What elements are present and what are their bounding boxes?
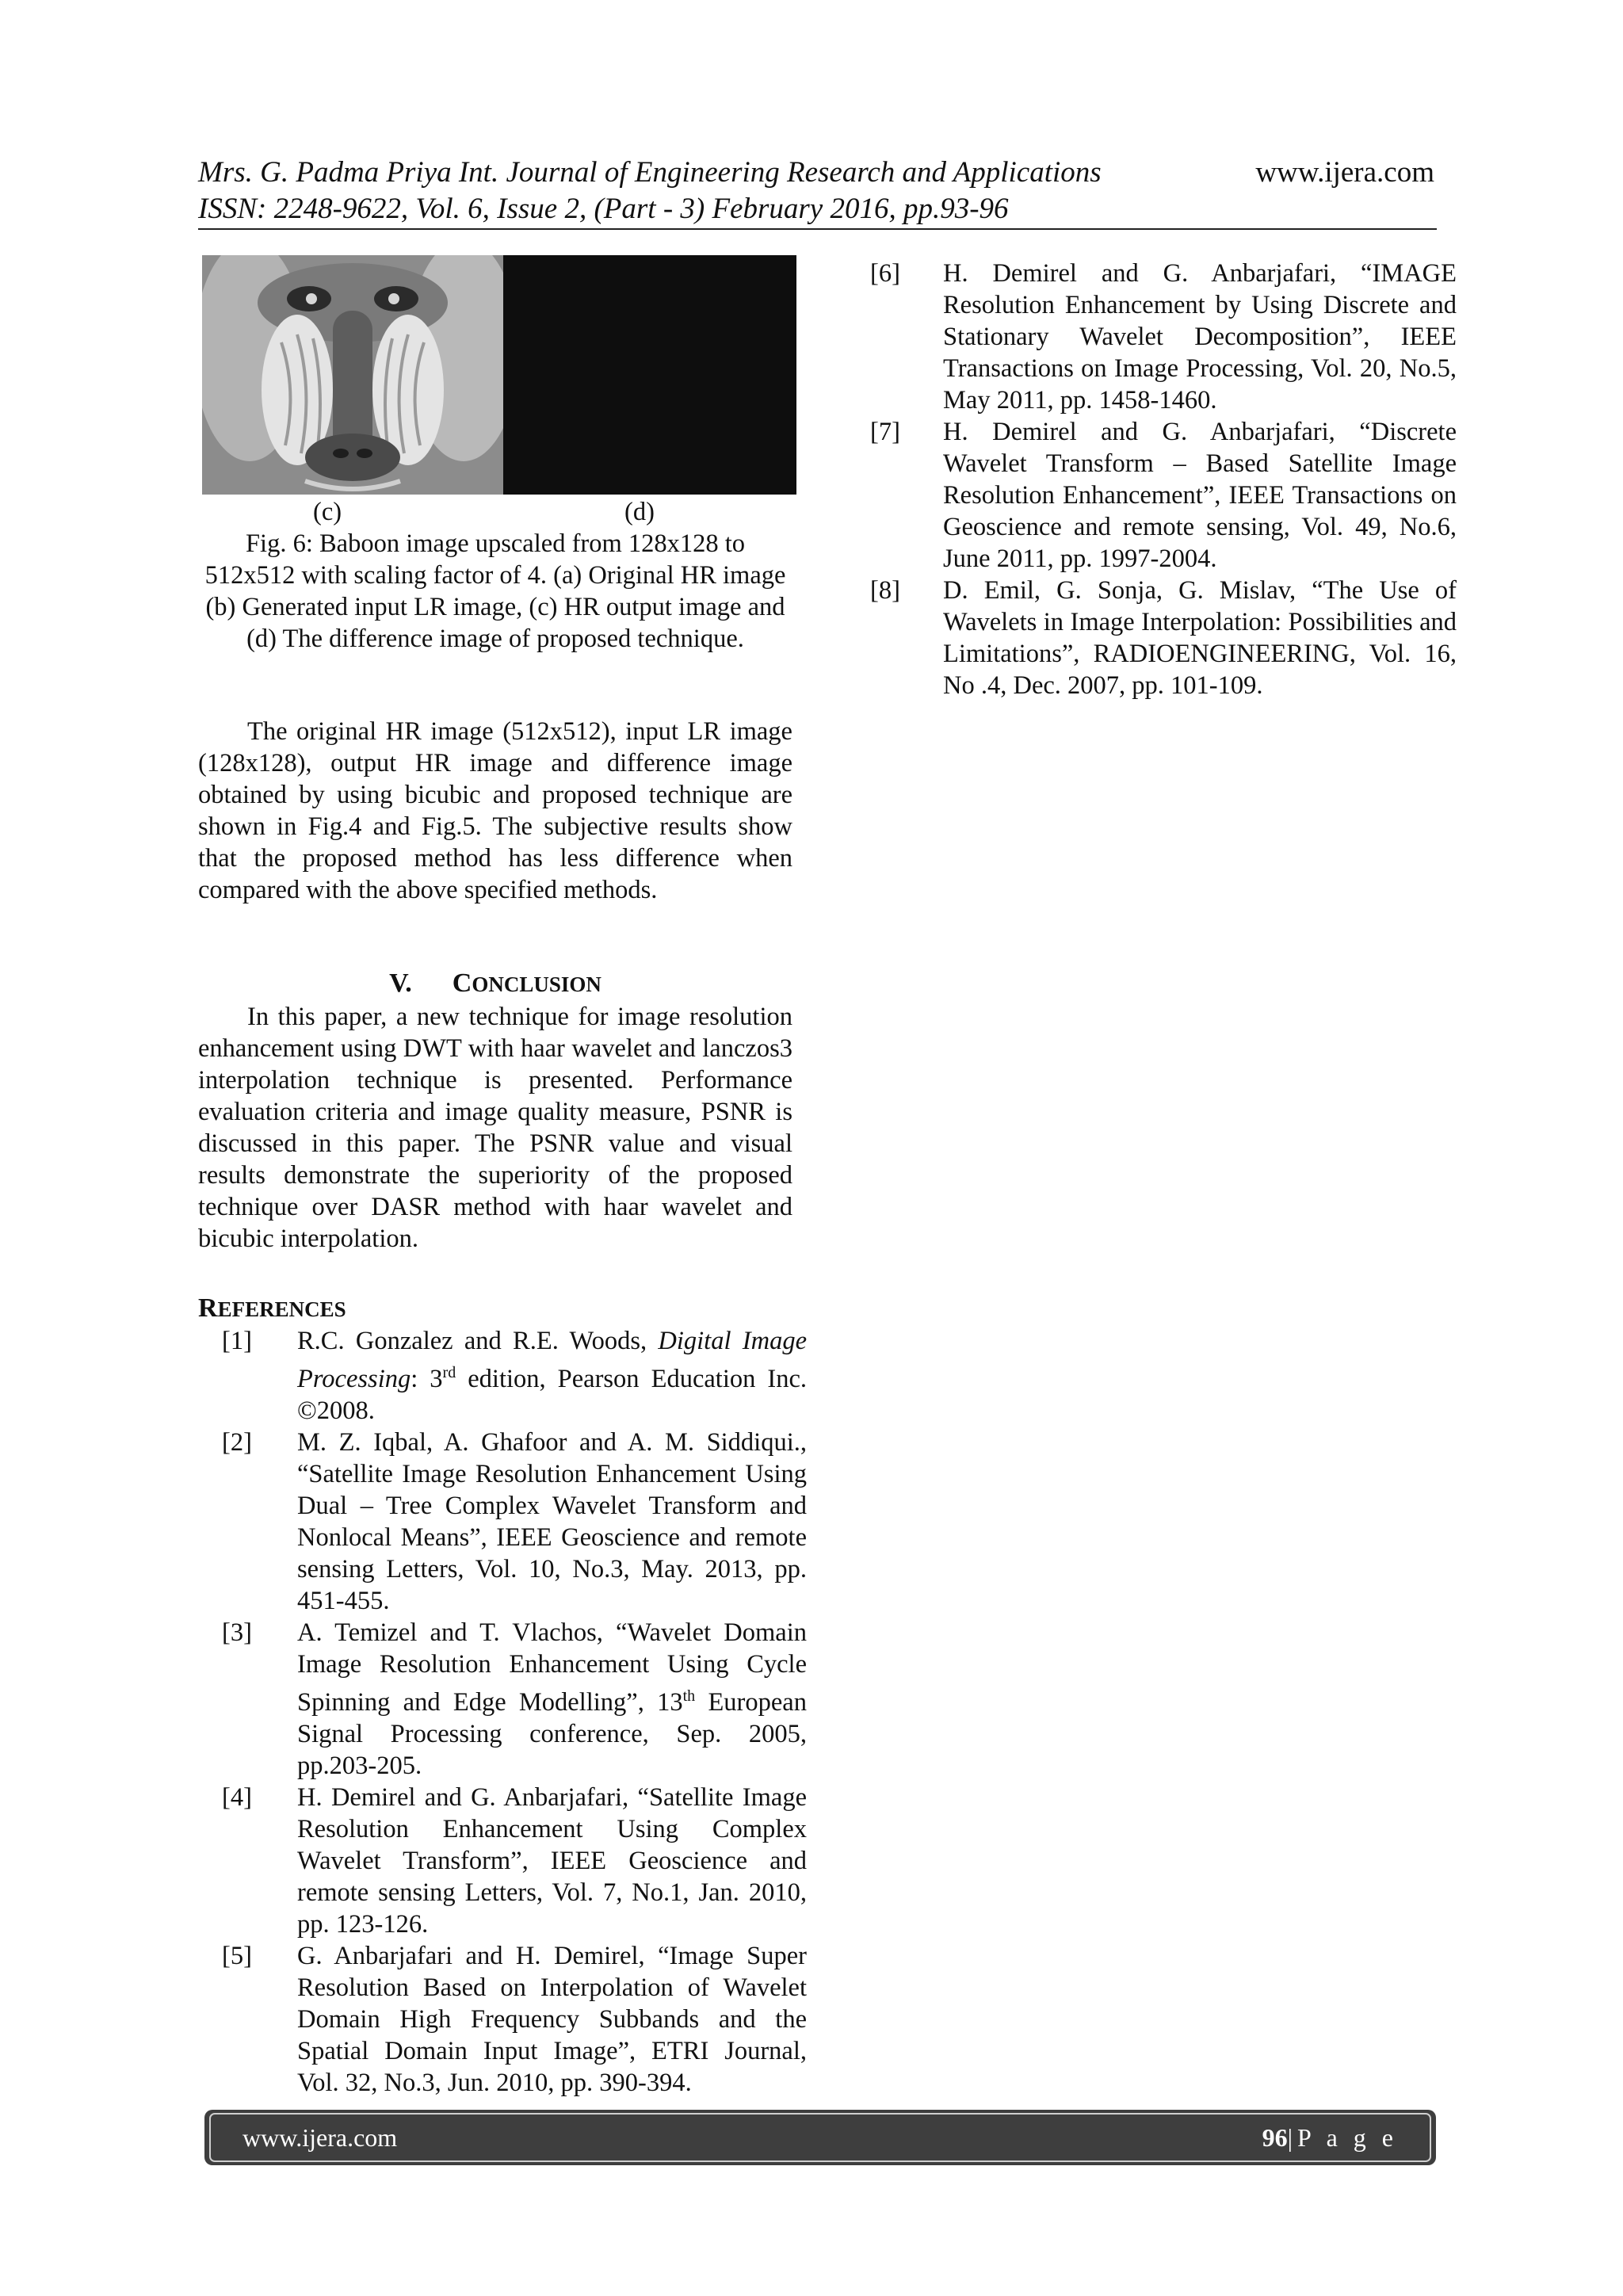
header-rule <box>198 228 1437 230</box>
footer-site: www.ijera.com <box>242 2122 398 2152</box>
section-title-rest: ONCLUSION <box>472 972 601 996</box>
references-heading-initial: R <box>198 1293 218 1323</box>
section-number: V. <box>389 968 412 998</box>
reference-number: [5] <box>222 1941 252 1970</box>
header-site: www.ijera.com <box>1255 156 1434 189</box>
footer-page <box>1262 2123 1398 2153</box>
header-issn: ISSN: 2248-9622, Vol. 6, Issue 2, (Part - 3) February 2016, pp.93-96 <box>198 193 1009 225</box>
reference-book-title: Digital Image Processing <box>297 1327 807 1393</box>
reference-item <box>198 1427 807 1617</box>
reference-text: A. Temizel and T. Vlachos, “Wavelet Domain Image Resolution Enhancement Using Cycle Spinning and Edge Modelling”, 13th European Signal Processing conference, Sep. 2005, pp.203-205. <box>297 1618 807 1780</box>
reference-item <box>870 416 1457 575</box>
reference-item <box>870 258 1457 416</box>
reference-item <box>198 1325 807 1427</box>
label-c: (c) <box>313 498 342 526</box>
figure-images <box>202 255 796 495</box>
reference-text: D. Emil, G. Sonja, G. Mislav, “The Use of Wavelets in Image Interpolation: Possibilities and Limitations”, RADIOENGINEERING, Vol. 16, No .4, Dec. 2007, pp. 101-109. <box>943 576 1457 700</box>
reference-list-right <box>870 258 1457 701</box>
reference-number: [1] <box>222 1327 252 1355</box>
page-word: |P a g e <box>1287 2122 1398 2152</box>
reference-list-left <box>198 1325 807 2099</box>
reference-text: H. Demirel and G. Anbarjafari, “IMAGE Resolution Enhancement by Using Discrete and Stationary Wavelet Decomposition”, IEEE Transactions on Image Processing, Vol. 20, No.5, May 2011, pp. 1458-1460. <box>943 259 1457 415</box>
running-header <box>198 155 1434 227</box>
reference-text: H. Demirel and G. Anbarjafari, “Satellite Image Resolution Enhancement Using Complex Wavelet Transform”, IEEE Geoscience and remote sensing Letters, Vol. 7, No.1, Jan. 2010, pp. 123-126. <box>297 1782 807 1939</box>
page-number: 96 <box>1262 2122 1288 2152</box>
reference-number: [2] <box>222 1427 252 1457</box>
header-journal: Mrs. G. Padma Priya Int. Journal of Engineering Research and Applications <box>198 156 1102 189</box>
reference-text: M. Z. Iqbal, A. Ghafoor and A. M. Siddiqui., “Satellite Image Resolution Enhancement Using Dual – Tree Complex Wavelet Transform and Nonlocal Means”, IEEE Geoscience and remote sensing Letters, Vol. 10, No.3, May. 2013, pp. 451-455. <box>297 1427 807 1615</box>
body-paragraph-results: The original HR image (512x512), input LR image (128x128), output HR image and difference image obtained by using bicubic and proposed technique are shown in Fig.4 and Fig.5. The subjective results show that the proposed method has less difference when compared with the above specified methods. <box>198 717 792 904</box>
reference-item <box>870 575 1457 701</box>
body-paragraph-conclusion: In this paper, a new technique for image resolution enhancement using DWT with haar wavelet and lanczos3 interpolation technique is presented. Performance evaluation criteria and image quality measure, PSNR is discussed in this paper. The PSNR value and visual results demonstrate the superiority of the proposed technique over DASR method with haar wavelet and bicubic interpolation. <box>198 1003 792 1253</box>
label-d: (d) <box>624 498 655 526</box>
references-heading <box>198 1293 346 1325</box>
reference-item <box>198 1617 807 1782</box>
reference-text: H. Demirel and G. Anbarjafari, “Discrete Wavelet Transform – Based Satellite Image Resolution Enhancement”, IEEE Transactions on Geoscience and remote sensing, Vol. 49, No.6, June 2011, pp. 1997-2004. <box>943 418 1457 573</box>
reference-number: [4] <box>222 1782 252 1812</box>
difference-image <box>503 255 796 495</box>
baboon-hr-output-image <box>202 255 503 495</box>
reference-number: [7] <box>870 418 900 446</box>
page-footer <box>204 2110 1436 2165</box>
baboon-illustration <box>202 255 503 495</box>
reference-item <box>198 1940 807 2099</box>
figure-caption: Fig. 6: Baboon image upscaled from 128x128 to 512x512 with scaling factor of 4. (a) Original HR image (b) Generated input LR image, (c) HR output image and (d) The difference image of proposed technique. <box>204 529 786 653</box>
reference-text: G. Anbarjafari and H. Demirel, “Image Super Resolution Based on Interpolation of Wavelet Domain High Frequency Subbands and the Spatial Domain Input Image”, ETRI Journal, Vol. 32, No.3, Jun. 2010, pp. 390-394. <box>297 1941 807 2097</box>
references-heading-rest: EFERENCES <box>217 1297 346 1321</box>
reference-item <box>198 1782 807 1940</box>
section-heading-conclusion <box>198 968 792 1000</box>
section-title-initial: C <box>452 968 472 998</box>
reference-text: R.C. Gonzalez and R.E. Woods, Digital Image Processing: 3rd edition, Pearson Education Inc. ©2008. <box>297 1327 807 1425</box>
reference-number: [8] <box>870 576 900 605</box>
reference-number: [3] <box>222 1618 252 1647</box>
reference-number: [6] <box>870 259 900 288</box>
